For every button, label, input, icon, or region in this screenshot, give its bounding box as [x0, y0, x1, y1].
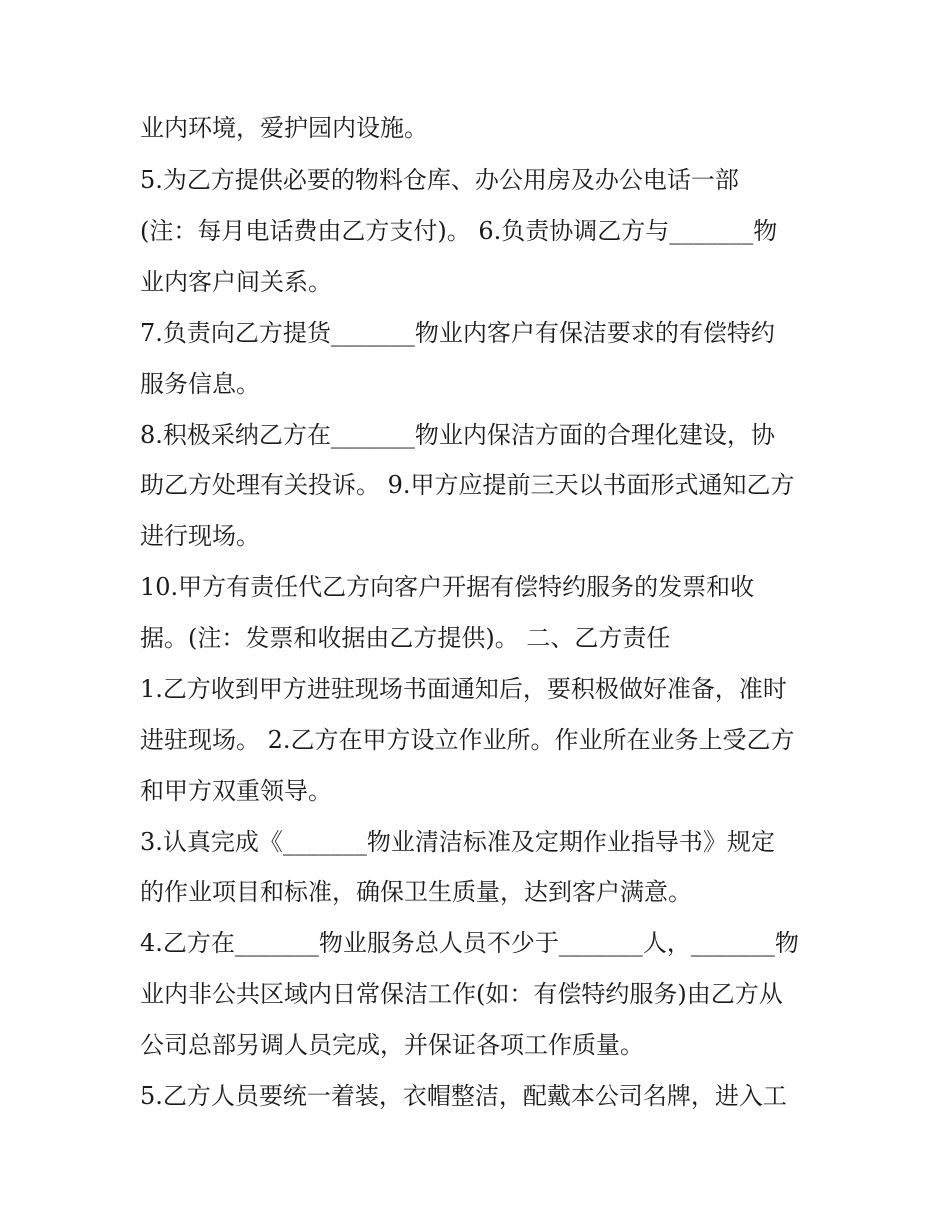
text-line: 7.负责向乙方提货_______物业内客户有保洁要求的有偿特约: [140, 319, 775, 347]
text-line: 业内客户间关系。: [140, 268, 332, 296]
text-line: (注：每月电话费由乙方支付)。 6.负责协调乙方与_______物: [140, 217, 778, 245]
text-line: 和甲方双重领导。: [140, 777, 332, 805]
text-line: 8.积极采纳乙方在_______物业内保洁方面的合理化建设，协: [140, 421, 775, 449]
text-line: 10.甲方有责任代乙方向客户开据有偿特约服务的发票和收: [140, 573, 755, 601]
text-line: 据。(注：发票和收据由乙方提供)。 二、乙方责任: [140, 624, 671, 652]
text-line: 服务信息。: [140, 370, 260, 398]
text-line: 公司总部另调人员完成，并保证各项工作质量。: [140, 1031, 644, 1059]
text-line: 3.认真完成《_______物业清洁标准及定期作业指导书》规定: [140, 828, 775, 856]
text-line: 5.乙方人员要统一着装，衣帽整洁，配戴本公司名牌，进入工: [140, 1082, 787, 1110]
text-line: 5.为乙方提供必要的物料仓库、办公用房及办公电话一部: [140, 166, 739, 194]
text-line: 进驻现场。 2.乙方在甲方设立作业所。作业所在业务上受乙方: [140, 726, 795, 754]
text-line: 业内非公共区域内日常保洁工作(如：有偿特约服务)由乙方从: [140, 980, 783, 1008]
text-line: 4.乙方在_______物业服务总人员不少于_______人，_______物: [140, 929, 799, 957]
text-line: 助乙方处理有关投诉。 9.甲方应提前三天以书面形式通知乙方: [140, 471, 795, 499]
text-line: 进行现场。: [140, 522, 260, 550]
text-line: 的作业项目和标准，确保卫生质量，达到客户满意。: [140, 878, 692, 906]
text-line: 1.乙方收到甲方进驻现场书面通知后，要积极做好准备，准时: [140, 675, 787, 703]
text-line: 业内环境，爱护园内设施。: [140, 114, 428, 142]
